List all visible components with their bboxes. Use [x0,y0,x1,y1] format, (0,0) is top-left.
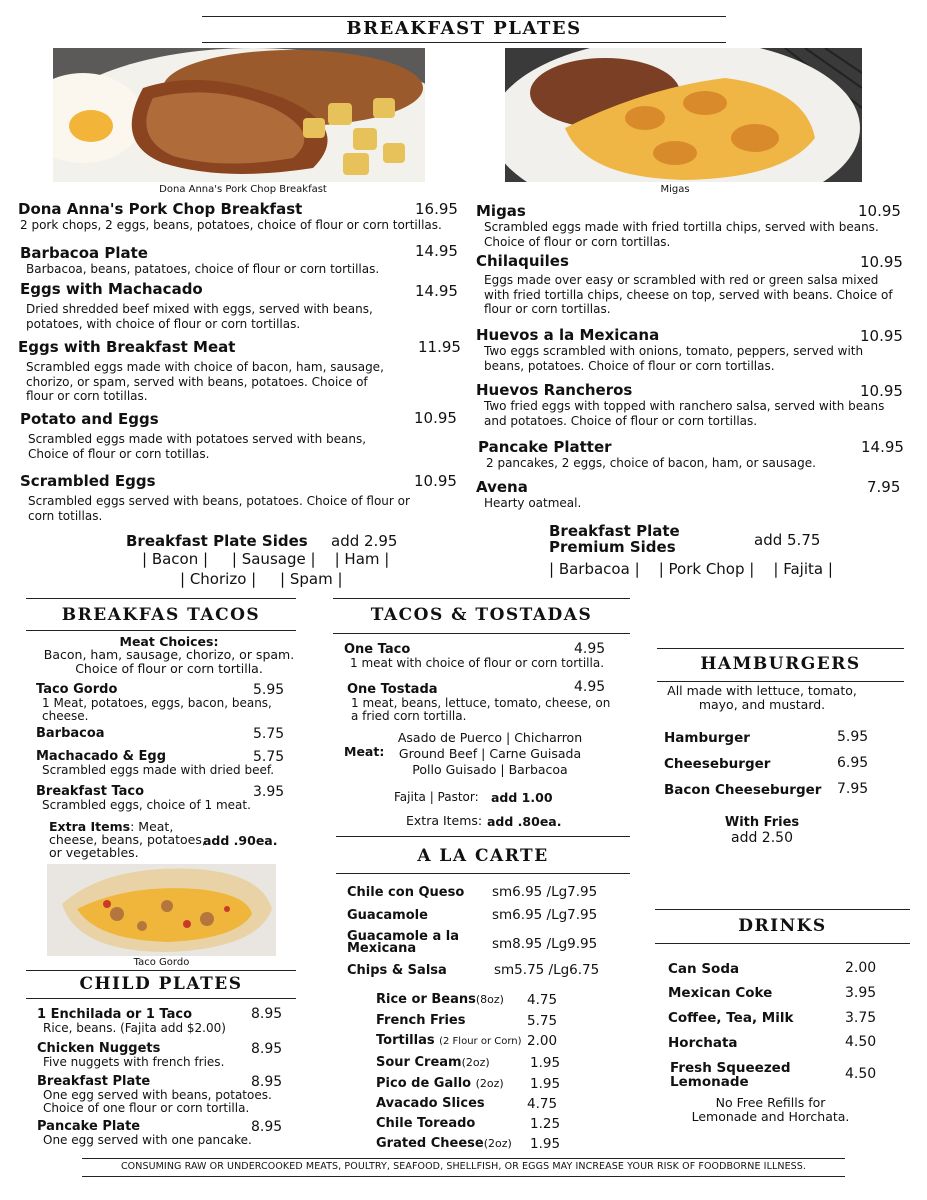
meat-options [390,730,590,778]
tostadas-title: TACOS & TOSTADAS [370,605,593,625]
side-price: 4.75 [527,992,558,1008]
item-desc: Hearty oatmeal. [484,496,582,510]
premium-sides-title [549,523,680,555]
sides-options: | Chorizo | | Spam | [180,570,343,588]
item-name: Chicken Nuggets [37,1041,161,1056]
item-desc: Scrambled eggs made with potatoes served with beans, Choice of flour or corn totillas. [28,432,367,461]
section-rule [26,998,296,999]
item-price: 7.95 [867,478,901,496]
item-name: Breakfast Plate [37,1074,151,1089]
carte-title: A LA CARTE [417,846,549,866]
item-name: One Tostada [347,682,438,697]
breakfast-title: BREAKFAST PLATES [346,18,582,39]
title-rule-bottom [202,42,726,43]
item-name: One Taco [344,642,411,657]
side-price: 5.75 [527,1013,558,1029]
migas-photo [505,48,862,182]
item-name: Huevos a la Mexicana [476,326,660,344]
meat-choices-desc [26,648,312,676]
item-desc: Eggs made over easy or scrambled with red or green salsa mixed with fried tortilla chips, cheese on top, served with beans. Choice of flour or corn tortillas. [484,273,893,316]
item-price: 16.95 [415,200,458,218]
footer-rule [82,1176,845,1177]
section-rule [655,909,910,910]
carte-item-name: Guacamole a la Mexicana [347,929,459,956]
menu-item [36,749,286,777]
section-rule [333,633,630,634]
menu-item [36,784,286,812]
item-price: 10.95 [414,472,457,490]
side-label: French Fries [376,1013,466,1028]
drink-name: Fresh Squeezed Lemonade [670,1060,791,1090]
carte-item-price: sm8.95 /Lg9.95 [492,936,598,952]
section-rule [655,943,910,944]
menu-item [37,1007,287,1035]
item-desc: Scrambled eggs made with fried tortilla chips, served with beans. Choice of flour or corn tortillas. [484,220,879,249]
carte-item-name: Chile con Queso [347,885,465,900]
item-name: Pancake Platter [478,438,612,456]
drinks-note-line: Lemonade and Horchata. [691,1108,850,1124]
item-desc: 2 pork chops, 2 eggs, beans, potatoes, choice of flour or corn tortillas. [20,218,442,232]
side-note: (2oz) [483,1137,512,1150]
item-name: Machacado & Egg [36,749,167,764]
premium-sides-price: add 5.75 [754,531,821,549]
side-price: 1.95 [530,1055,561,1071]
drink-name: Horchata [668,1035,738,1051]
drink-price: 4.50 [845,1066,877,1082]
pork-chop-caption: Dona Anna's Pork Chop Breakfast [159,184,327,195]
item-name: Potato and Eggs [20,410,159,428]
menu-item [36,682,286,723]
item-desc: Rice, beans. (Fajita add $2.00) [43,1021,226,1035]
side-label: Chile Toreado [376,1116,476,1131]
menu-item [20,280,395,331]
menu-item [20,472,420,523]
item-price: 8.95 [251,1006,283,1022]
extra-label: Extra Items: [406,813,483,828]
item-desc: Five nuggets with french fries. [43,1055,225,1069]
item-price: 5.95 [253,682,285,698]
item-price: 8.95 [251,1041,283,1057]
menu-item [344,642,624,670]
item-price: 3.95 [253,784,285,800]
side-name [376,1055,490,1070]
side-price: 4.75 [527,1096,558,1112]
sides-options: | Bacon | | Sausage | | Ham | [142,550,390,568]
side-label: Tortillas [376,1033,435,1048]
drink-price: 3.95 [845,985,877,1001]
item-name: 1 Enchilada or 1 Taco [37,1007,192,1022]
meat-options-line: Pollo Guisado | Barbacoa [412,762,568,777]
tacos-title: BREAKFAS TACOS [61,605,261,625]
drink-price: 4.50 [845,1034,877,1050]
footer-disclaimer: CONSUMING RAW OR UNDERCOOKED MEATS, POULTRY, SEAFOOD, SHELLFISH, OR EGGS MAY INCREASE YOUR RISK OF FOODBORNE ILLNESS. [120,1161,807,1172]
carte-item-price: sm6.95 /Lg7.95 [492,907,598,923]
carte-item-name: Chips & Salsa [347,963,447,978]
menu-item [476,478,906,511]
meat-options-line: Asado de Puerco | Chicharron [397,730,583,745]
side-label: Avacado Slices [376,1096,485,1111]
section-rule [336,836,630,837]
menu-item [476,202,906,249]
fries-price: add 2.50 [731,830,793,846]
item-desc: Scrambled eggs served with beans, potatoes. Choice of flour or corn totillas. [28,494,410,523]
section-rule [26,970,296,971]
burgers-note [657,684,867,712]
item-price: 4.95 [574,679,606,695]
item-desc: Barbacoa, beans, patatoes, choice of flour or corn tortillas. [26,262,380,276]
item-name: Scrambled Eggs [20,472,156,490]
item-name: Pancake Plate [37,1119,141,1134]
side-name [376,1033,522,1048]
side-note: (2oz) [475,1077,504,1090]
extra-items-price: add .90ea. [203,833,278,848]
side-name [376,1116,475,1131]
side-label: Grated Cheese [376,1136,484,1151]
side-note: (2 Flour or Corn) [439,1036,522,1047]
extra-items-desc: : Meat, cheese, beans, potatoes, or vegetables. [49,819,206,860]
carte-item-price: sm6.95 /Lg7.95 [492,884,598,900]
section-rule [333,598,630,599]
item-name: Dona Anna's Pork Chop Breakfast [18,200,303,218]
item-price: 5.75 [253,726,285,742]
side-price: 1.95 [530,1076,561,1092]
carte-item-price: sm5.75 /Lg6.75 [494,962,600,978]
item-desc: Two eggs scrambled with onions, tomato, peppers, served with beans, potatoes. Choice of flour or corn tortillas. [484,344,864,373]
section-rule [26,630,296,631]
menu-item [20,410,385,461]
menu-item [18,200,463,233]
sides-price: add 2.95 [331,532,398,550]
side-label: Sour Cream [376,1055,462,1070]
side-name [376,1076,504,1091]
item-price: 11.95 [418,338,461,356]
item-price: 10.95 [860,253,903,271]
pork-chop-photo [53,48,425,182]
menu-item [37,1041,287,1069]
burger-price: 6.95 [837,755,869,771]
burger-price: 7.95 [837,781,869,797]
premium-title-line: Breakfast Plate [549,522,680,540]
menu-item [476,252,906,317]
item-name: Barbacoa Plate [20,244,148,262]
item-price: 14.95 [415,282,458,300]
item-price: 14.95 [415,242,458,260]
item-desc: 1 meat, beans, lettuce, tomato, cheese, on a fried corn tortilla. [351,696,611,723]
burger-name: Bacon Cheeseburger [664,782,822,798]
item-price: 8.95 [251,1119,283,1135]
burger-name: Hamburger [664,730,750,746]
item-name: Barbacoa [36,726,105,741]
burgers-title: HAMBURGERS [700,654,861,674]
item-name: Taco Gordo [36,682,118,697]
item-price: 8.95 [251,1074,283,1090]
menu-item [347,679,617,723]
side-price: 1.25 [530,1116,561,1132]
extra-items [49,820,209,859]
meat-label: Meat: [344,744,385,759]
section-rule [26,598,296,599]
side-name [376,1096,485,1111]
item-desc: One egg served with one pancake. [43,1133,252,1147]
side-label: Pico de Gallo [376,1076,472,1091]
menu-item [37,1119,287,1147]
drink-price: 3.75 [845,1010,877,1026]
item-desc: 2 pancakes, 2 eggs, choice of bacon, ham, or sausage. [486,456,816,470]
section-rule [657,648,904,649]
item-desc: 1 Meat, potatoes, eggs, bacon, beans, cheese. [42,696,272,723]
extra-items-label: Extra Items [49,819,131,834]
item-price: 10.95 [860,382,903,400]
premium-title-line: Premium Sides [549,538,676,556]
section-rule [336,873,630,874]
side-note: (2oz) [461,1056,490,1069]
item-desc: Two fried eggs with topped with ranchero salsa, served with beans and potatoes. Choice of flour or corn tortillas. [484,399,885,428]
item-desc: 1 meat with choice of flour or corn tortilla. [350,656,605,670]
side-note: (8oz) [475,993,504,1006]
title-rule-top [202,16,726,17]
item-name: Eggs with Breakfast Meat [18,338,236,356]
item-price: 4.95 [574,641,606,657]
migas-caption: Migas [660,184,690,195]
drinks-title: DRINKS [738,916,827,936]
item-name: Breakfast Taco [36,784,145,799]
side-name [376,992,504,1007]
item-desc: Scrambled eggs made with choice of bacon, ham, sausage, chorizo, or spam, served with beans, potatoes. Choice of flour or corn totillas. [26,360,384,403]
side-price: 2.00 [527,1033,558,1049]
item-desc: Dried shredded beef mixed with eggs, served with beans, potatoes, with choice of flour or corn tortillas. [26,302,373,331]
premium-sides-options: | Barbacoa | | Pork Chop | | Fajita | [549,560,833,578]
carte-item-name: Guacamole [347,908,428,923]
burgers-note-line: All made with lettuce, tomato, [667,683,857,698]
menu-item [37,1074,287,1115]
burger-name: Cheeseburger [664,756,771,772]
side-label: Rice or Beans [376,992,476,1007]
item-name: Huevos Rancheros [476,381,633,399]
meat-choices-title: Meat Choices: [119,634,219,649]
sides-title: Breakfast Plate Sides [126,532,308,550]
taco-gordo-photo [47,864,276,956]
menu-item [478,438,906,471]
drinks-note [668,1096,873,1123]
side-name [376,1013,466,1028]
burgers-note-line: mayo, and mustard. [698,697,826,712]
drink-name: Mexican Coke [668,985,773,1001]
menu-item [20,244,460,277]
menu-item [476,381,906,428]
menu-item [18,338,398,404]
child-title: CHILD PLATES [79,974,243,994]
item-desc: Scrambled eggs made with dried beef. [42,763,275,777]
drink-name: Coffee, Tea, Milk [668,1010,794,1026]
side-name [376,1136,512,1151]
item-desc: Scrambled eggs, choice of 1 meat. [42,798,251,812]
extra-price: add .80ea. [487,814,562,829]
section-rule [657,681,904,682]
item-price: 10.95 [860,327,903,345]
footer-rule [82,1158,845,1159]
item-name: Chilaquiles [476,252,569,270]
fajita-price: add 1.00 [491,790,553,805]
side-price: 1.95 [530,1136,561,1152]
item-desc: One egg served with beans, potatoes. Choice of one flour or corn tortilla. [43,1088,272,1115]
item-name: Eggs with Machacado [20,280,203,298]
item-price: 10.95 [414,409,457,427]
menu-item [36,726,286,741]
item-name: Migas [476,202,526,220]
fajita-label: Fajita | Pastor: [394,790,479,804]
drinks-note-line: No Free Refills for [715,1095,826,1110]
meat-choices-line: Choice of flour or corn tortilla. [75,661,263,676]
item-price: 5.75 [253,749,285,765]
item-name: Avena [476,478,528,496]
taco-gordo-caption: Taco Gordo [133,957,190,968]
meat-choices-line: Bacon, ham, sausage, chorizo, or spam. [43,647,295,662]
drink-price: 2.00 [845,960,877,976]
drink-name: Can Soda [668,961,740,977]
burger-price: 5.95 [837,729,869,745]
item-price: 10.95 [858,202,901,220]
item-price: 14.95 [861,438,904,456]
menu-item [476,326,906,373]
fries-label: With Fries [724,815,800,830]
meat-options-line: Ground Beef | Carne Guisada [398,746,582,761]
